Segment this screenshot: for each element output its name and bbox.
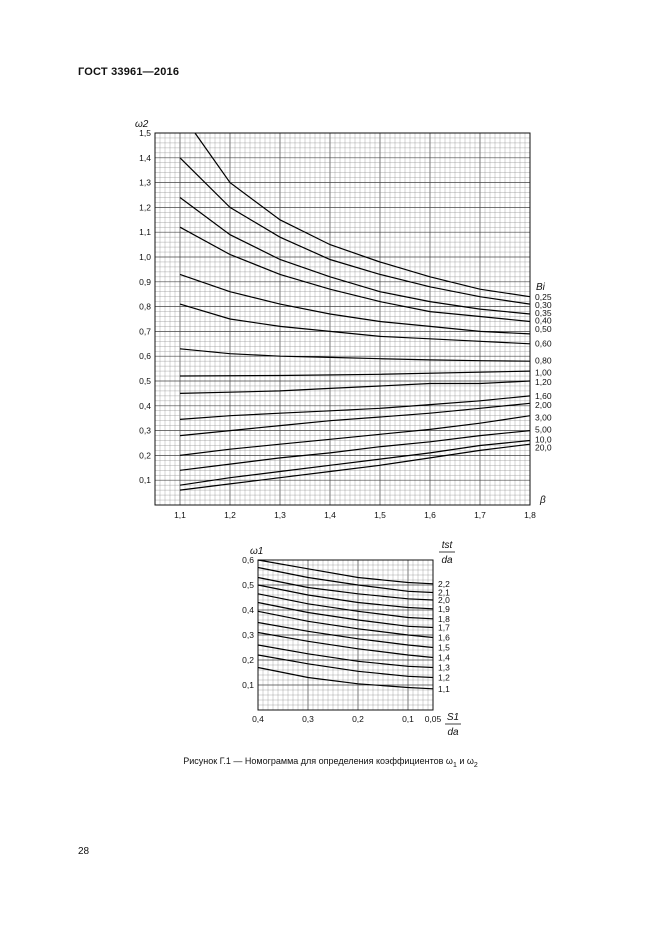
y-tick-label: 0,2	[139, 450, 151, 461]
series-label: 2,1	[438, 587, 450, 598]
y-tick-label: 0,9	[139, 276, 151, 287]
series-line	[258, 645, 433, 668]
series-label: 3,00	[535, 412, 552, 423]
x-axis-label-numerator: S1	[446, 712, 460, 723]
y-tick-label: 0,4	[242, 605, 254, 615]
series-label: 2,2	[438, 578, 450, 589]
series-label: 1,4	[438, 652, 450, 663]
series-label: 0,40	[535, 315, 552, 326]
y-tick-label: 1,5	[139, 128, 151, 138]
x-tick-label: 1,6	[424, 510, 436, 520]
y-tick-label: 0,3	[139, 425, 151, 436]
x-tick-label: 0,4	[252, 714, 264, 724]
series-line	[258, 668, 433, 689]
series-label: 0,25	[535, 292, 552, 303]
series-label: 1,7	[438, 622, 450, 633]
x-tick-label: 1,3	[274, 510, 286, 520]
y-tick-label: 0,5	[139, 376, 151, 386]
x-tick-label: 1,5	[374, 510, 386, 520]
series-label: 0,35	[535, 307, 552, 318]
y-tick-label: 0,1	[242, 680, 254, 690]
series-label: 2,00	[535, 400, 552, 411]
y-tick-label: 1,2	[139, 202, 151, 213]
y-tick-label: 0,8	[139, 301, 151, 312]
y-axis-label: ω1	[250, 546, 264, 557]
x-axis-label-denominator: da	[447, 727, 459, 738]
caption-sub-2: 2	[473, 761, 478, 769]
document-header: ГОСТ 33961—2016	[78, 66, 180, 78]
series-label: 1,2	[438, 672, 450, 683]
x-axis-label: β	[540, 495, 546, 506]
x-tick-label: 0,05	[424, 714, 442, 724]
series-label: 0,60	[535, 338, 552, 349]
series-label: 1,8	[438, 613, 450, 624]
y-axis-label: ω2	[135, 119, 149, 130]
series-label: 0,50	[535, 323, 552, 334]
x-tick-label: 0,3	[302, 714, 314, 724]
series-label: 1,3	[438, 662, 450, 673]
x-tick-label: 1,1	[174, 510, 186, 520]
series-label: 1,5	[438, 642, 450, 653]
x-tick-label: 1,4	[324, 510, 336, 520]
x-tick-label: 1,2	[224, 510, 236, 520]
x-tick-label: 0,2	[352, 714, 364, 724]
y-tick-label: 0,2	[242, 655, 254, 665]
y-tick-label: 0,5	[242, 580, 254, 590]
caption-sub-1: 1	[452, 761, 457, 769]
legend-denominator: da	[441, 555, 453, 566]
series-label: 5,00	[535, 424, 552, 435]
series-label: 1,00	[535, 367, 552, 378]
caption-symbol-1: ω	[445, 756, 453, 766]
y-tick-label: 0,7	[139, 326, 151, 337]
caption-conjunction: и	[456, 756, 467, 766]
y-tick-label: 0,1	[139, 475, 151, 486]
series-line	[258, 578, 433, 601]
series-line	[258, 585, 433, 609]
y-tick-label: 0,6	[242, 555, 254, 565]
x-tick-label: 1,8	[524, 510, 536, 520]
legend-title: Bi	[536, 281, 545, 293]
y-tick-label: 1,0	[139, 252, 151, 262]
y-tick-label: 0,4	[139, 400, 151, 411]
series-label: 1,1	[438, 683, 450, 694]
series-label: 10,0	[535, 434, 552, 445]
x-tick-label: 0,1	[402, 714, 414, 724]
series-line	[258, 611, 433, 637]
caption-symbol-2: ω	[466, 756, 474, 766]
series-line	[258, 560, 433, 584]
page-number: 28	[78, 846, 90, 857]
series-label: 20,0	[535, 442, 552, 453]
series-label: 2,0	[438, 595, 450, 605]
series-label: 1,9	[438, 603, 450, 614]
y-tick-label: 1,1	[139, 227, 151, 238]
figure-caption	[0, 756, 661, 769]
y-tick-label: 0,6	[139, 351, 151, 362]
series-label: 0,80	[535, 355, 552, 366]
y-tick-label: 1,4	[139, 152, 151, 163]
series-label: 1,6	[438, 632, 450, 643]
x-tick-label: 1,7	[474, 510, 486, 520]
series-label: 1,60	[535, 390, 552, 401]
caption-text: Рисунок Г.1 — Номограмма для определения коэффициентов	[183, 756, 444, 766]
legend-numerator: tst	[441, 540, 453, 551]
series-label: 1,20	[535, 377, 552, 388]
y-tick-label: 1,3	[139, 177, 151, 188]
series-label: 0,30	[535, 300, 552, 311]
y-tick-label: 0,3	[242, 630, 254, 640]
